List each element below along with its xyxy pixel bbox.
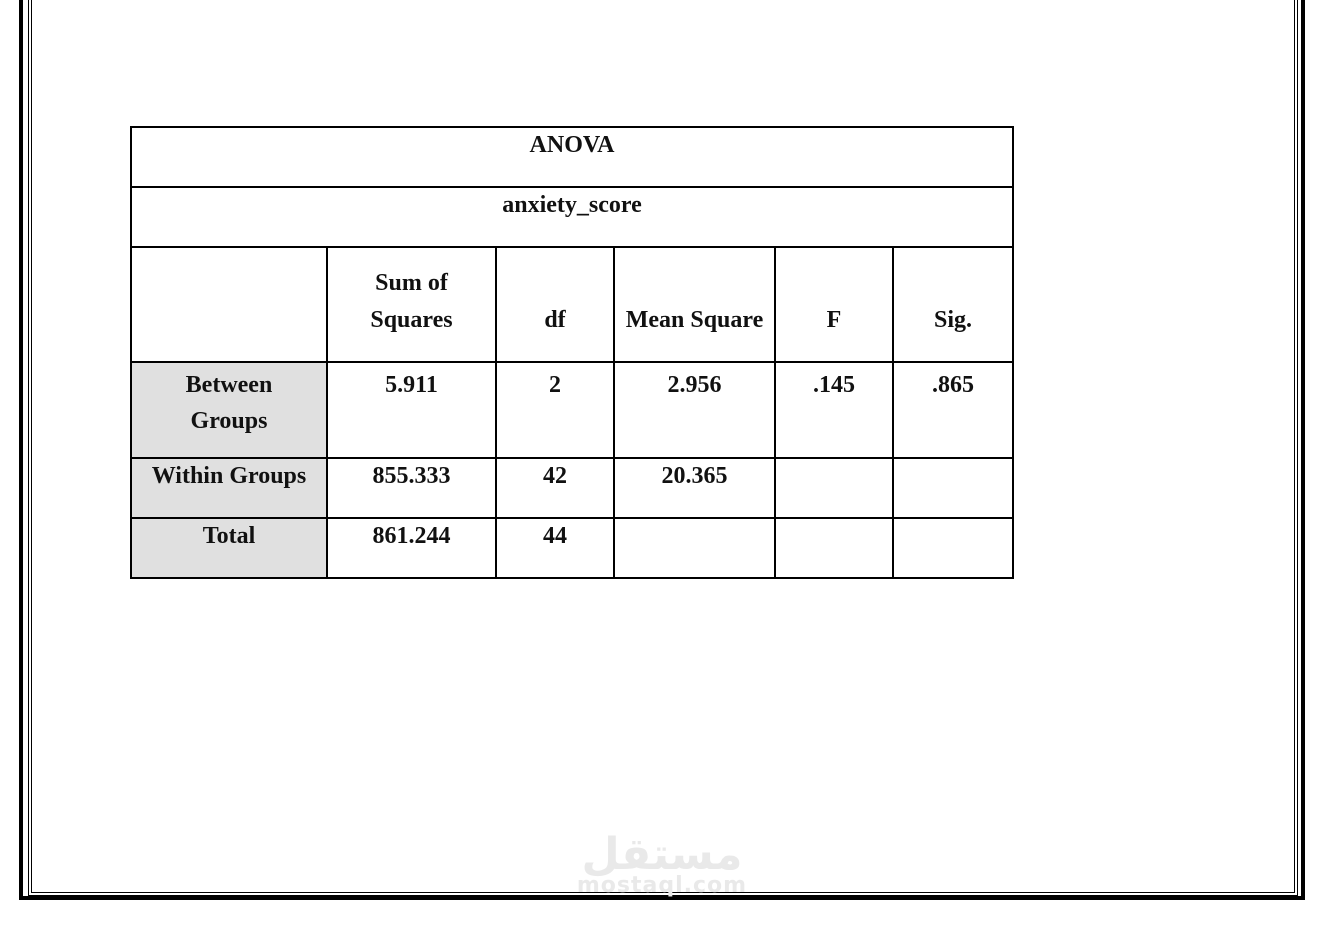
cell-df: 42: [496, 458, 614, 518]
cell-df: 44: [496, 518, 614, 578]
cell-sig: .865: [893, 362, 1013, 458]
cell-mean-square: 2.956: [614, 362, 775, 458]
cell-df: 2: [496, 362, 614, 458]
row-label-total: Total: [131, 518, 327, 578]
header-sum-of-squares: [327, 247, 496, 362]
watermark-arabic: مستقل: [581, 829, 743, 880]
cell-sum-of-squares: 861.244: [327, 518, 496, 578]
cell-mean-square: 20.365: [614, 458, 775, 518]
header-mean-square: Mean Square: [614, 247, 775, 362]
anova-table: [130, 126, 1014, 579]
cell-sig: [893, 518, 1013, 578]
row-label-between-groups: [131, 362, 327, 458]
table-subtitle: anxiety_score: [131, 187, 1013, 247]
watermark-latin: mostaql.com: [576, 873, 748, 898]
table-row: [131, 518, 1013, 578]
header-f: F: [775, 247, 893, 362]
header-empty: [131, 247, 327, 362]
table-header-row: [131, 247, 1013, 362]
header-sig: Sig.: [893, 247, 1013, 362]
cell-f: .145: [775, 362, 893, 458]
table-row: [131, 362, 1013, 458]
row-label-between-groups-text: Between Groups: [185, 372, 273, 434]
header-sum-of-squares-text: Sum of Squares: [370, 270, 453, 333]
cell-mean-square: [614, 518, 775, 578]
header-df: df: [496, 247, 614, 362]
table-row: [131, 458, 1013, 518]
cell-f: [775, 518, 893, 578]
cell-sum-of-squares: 855.333: [327, 458, 496, 518]
row-label-within-groups: Within Groups: [131, 458, 327, 518]
table-title: ANOVA: [131, 127, 1013, 187]
cell-sig: [893, 458, 1013, 518]
cell-sum-of-squares: 5.911: [327, 362, 496, 458]
cell-f: [775, 458, 893, 518]
